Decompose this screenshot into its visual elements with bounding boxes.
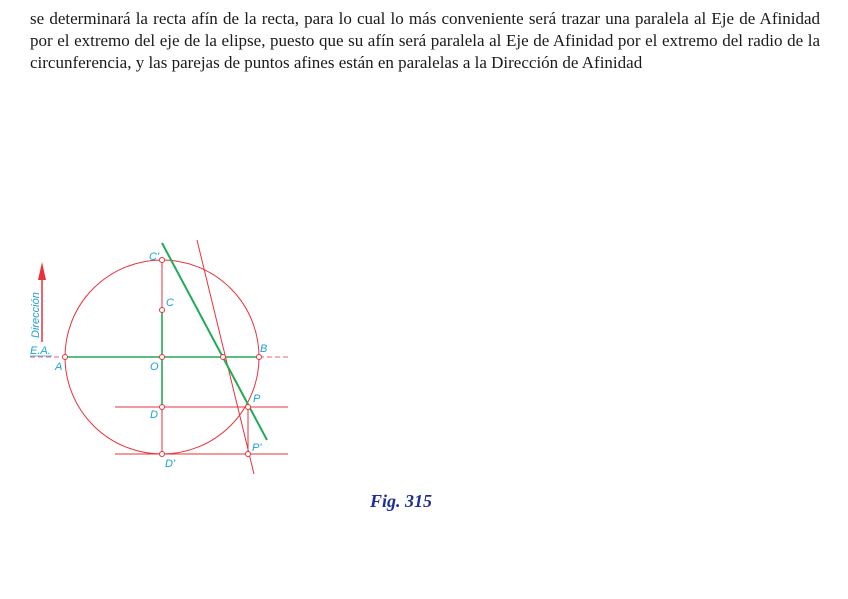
- point-b-marker: [257, 355, 262, 360]
- label-b: B: [260, 343, 268, 355]
- point-d-marker: [160, 405, 165, 410]
- label-c-prime: C': [149, 251, 160, 263]
- label-o: O: [150, 361, 159, 373]
- point-d-prime-marker: [160, 452, 165, 457]
- point-o-marker: [160, 355, 165, 360]
- direction-label: Dirección: [30, 292, 42, 338]
- label-a: A: [55, 361, 63, 373]
- label-p: P: [253, 393, 261, 405]
- affinity-axis-label: E.A.: [30, 345, 51, 357]
- label-d-prime: D': [165, 458, 176, 470]
- label-d: D: [150, 409, 158, 421]
- label-c: C: [166, 297, 174, 309]
- intersection-marker: [221, 355, 226, 360]
- point-p-marker: [246, 405, 251, 410]
- point-c-marker: [160, 308, 165, 313]
- given-line: [162, 243, 267, 440]
- label-p-prime: P': [252, 442, 262, 454]
- body-paragraph: se determinará la recta afín de la recta, para lo cual lo más conveniente será trazar una paralela al Eje de Afinidad por el extremo del eje de la elipse, puesto que su afín será paralela al Eje de Afinidad por el extremo del radio de la circunferencia, y las parejas de puntos afines están en paralelas a la Dirección de Afinidad: [30, 9, 820, 72]
- point-a-marker: [63, 355, 68, 360]
- point-p-prime-marker: [246, 452, 251, 457]
- point-c-prime-marker: [160, 258, 165, 263]
- figure-caption: Fig. 315: [370, 491, 433, 511]
